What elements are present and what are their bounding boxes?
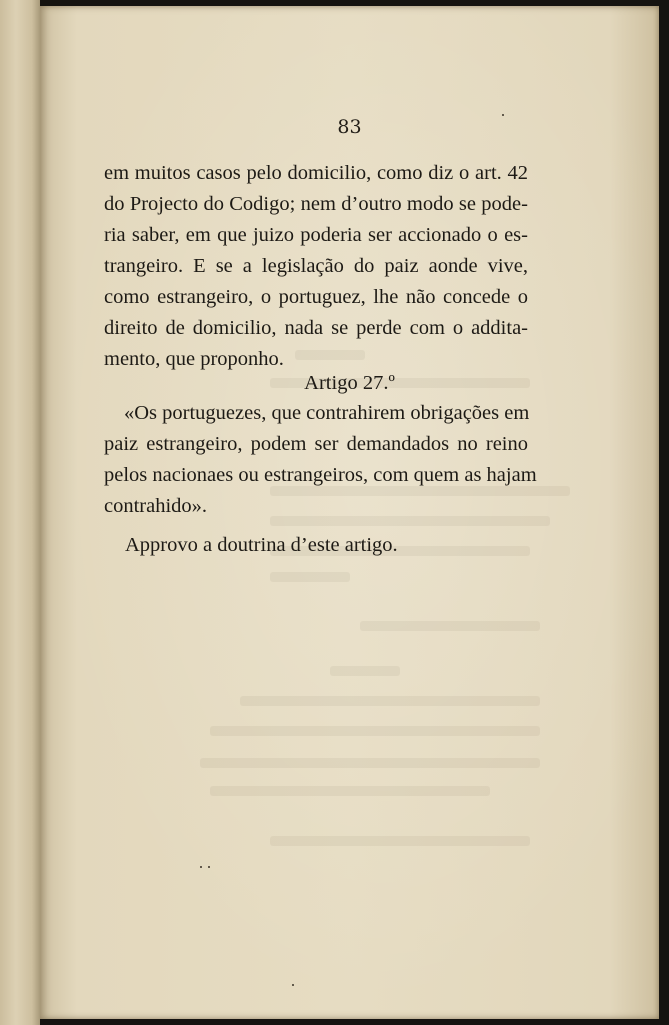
book-page (40, 6, 659, 1019)
paper-speck (208, 866, 210, 868)
text-line: mento, que proponho. (104, 348, 284, 370)
page-number: 83 (337, 116, 362, 138)
text-line: «Os portuguezes, que contrahirem obrigações em (124, 402, 530, 424)
paragraph-1 (104, 158, 528, 375)
paragraph-2-quote (104, 398, 537, 522)
text-line: ria saber, em que juizo poderia ser accionado o es- (104, 224, 528, 246)
text-line: pelos nacionaes ou estrangeiros, com quem as hajam (104, 464, 537, 486)
text-line: em muitos casos pelo domicilio, como diz o art. 42 (104, 162, 528, 184)
article-heading: Artigo 27.º (304, 372, 395, 394)
text-line: paiz estrangeiro, podem ser demandados no reino (104, 433, 528, 455)
paper-speck (292, 984, 294, 986)
text-line: do Projecto do Codigo; nem d’outro modo se pode- (104, 193, 528, 215)
text-line: contrahido». (104, 495, 208, 517)
book-spine (0, 0, 40, 1025)
text-line: direito de domicilio, nada se perde com o addita- (104, 317, 528, 339)
paragraph-3: Approvo a doutrina d’este artigo. (125, 534, 398, 556)
paper-speck (200, 866, 202, 868)
paper-speck (502, 114, 504, 116)
text-line: trangeiro. E se a legislação do paiz aonde vive, (104, 255, 528, 277)
text-line: como estrangeiro, o portuguez, lhe não concede o (104, 286, 528, 308)
